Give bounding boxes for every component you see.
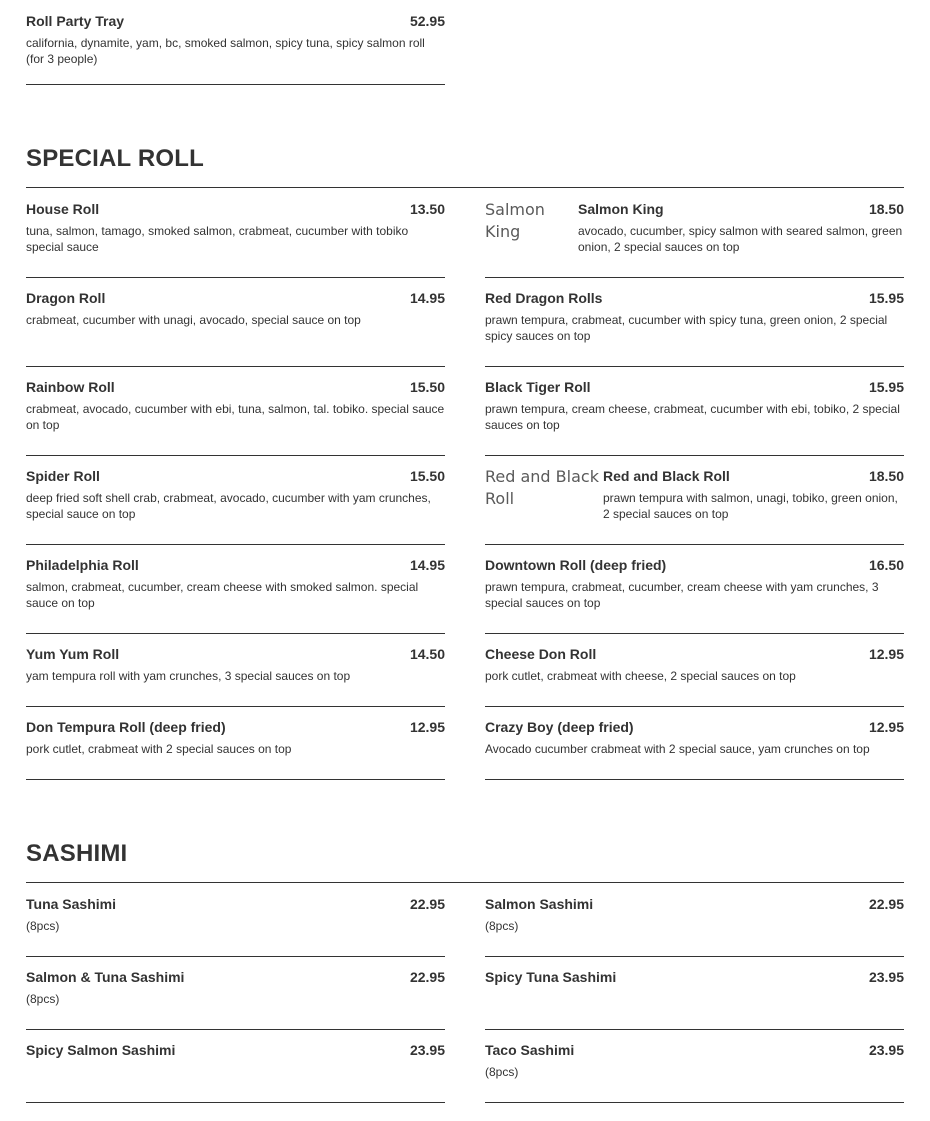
menu-item-image: Red and Black Roll [485, 467, 599, 508]
menu-item-header [603, 468, 904, 484]
menu-item-body [26, 290, 445, 366]
menu-item-body [578, 201, 904, 277]
menu-item-body [485, 969, 904, 1029]
menu-item-name: Red and Black Roll [603, 468, 730, 484]
menu-item-name: Tuna Sashimi [26, 896, 116, 912]
menu-item-price: 14.50 [409, 646, 445, 662]
menu-item-description: (8pcs) [485, 1065, 519, 1079]
menu-item-body [26, 13, 445, 84]
menu-item-price: 18.50 [868, 201, 904, 217]
menu-item-body [603, 468, 904, 544]
menu-item-header [26, 201, 445, 217]
menu-item-price: 14.95 [409, 557, 445, 573]
menu-item-crazy-boy[interactable] [485, 706, 904, 780]
menu-item-description: yam tempura roll with yam crunches, 3 special sauces on top [26, 669, 351, 683]
menu-item-name: House Roll [26, 201, 100, 217]
menu-item-price: 22.95 [868, 896, 904, 912]
menu-item-description: prawn tempura, crabmeat, cucumber, cream cheese with yam crunches, 3 special sauces on top [485, 580, 879, 610]
menu-item-description: crabmeat, cucumber with unagi, avocado, special sauce on top [26, 313, 361, 327]
menu-item-image: Salmon King [485, 200, 545, 241]
menu-item-name: Roll Party Tray [26, 13, 125, 29]
menu-item-description: tuna, salmon, tamago, smoked salmon, crabmeat, cucumber with tobiko special sauce [26, 224, 409, 254]
menu-item-description: prawn tempura with salmon, unagi, tobiko, green onion, 2 special sauces on top [603, 491, 898, 521]
menu-item-price: 15.50 [409, 379, 445, 395]
menu-item-price: 16.50 [868, 557, 904, 573]
menu-item-description: prawn tempura, crabmeat, cucumber with spicy tuna, green onion, 2 special spicy sauces on top [485, 313, 888, 343]
section-title-special-roll: SPECIAL ROLL [26, 145, 204, 172]
menu-item-price: 12.95 [868, 719, 904, 735]
special-roll-row [26, 706, 904, 780]
menu-item-name: Crazy Boy (deep fried) [485, 719, 634, 735]
menu-item-name: Philadelphia Roll [26, 557, 139, 573]
menu-item-name: Salmon & Tuna Sashimi [26, 969, 185, 985]
special-roll-row [26, 544, 904, 634]
menu-item-yum-yum-roll[interactable] [26, 633, 445, 707]
menu-item-dragon-roll[interactable] [26, 277, 445, 367]
menu-item-name: Don Tempura Roll (deep fried) [26, 719, 226, 735]
sashimi-row [26, 883, 904, 957]
special-roll-row [26, 188, 904, 278]
menu-item-body [26, 379, 445, 455]
menu-item-header [26, 13, 445, 29]
menu-item-description: (8pcs) [26, 992, 60, 1006]
menu-item-spicy-tuna-sashimi[interactable] [485, 956, 904, 1030]
menu-item-name: Spicy Tuna Sashimi [485, 969, 617, 985]
menu-item-salmon-king[interactable] [485, 188, 904, 278]
special-roll-row [26, 277, 904, 367]
menu-item-price: 23.95 [868, 1042, 904, 1058]
menu-item-price: 22.95 [409, 896, 445, 912]
menu-item-price: 23.95 [409, 1042, 445, 1058]
menu-item-description: crabmeat, avocado, cucumber with ebi, tuna, salmon, tal. tobiko. special sauce on top [26, 402, 445, 432]
menu-item-header [26, 379, 445, 395]
menu-item-house-roll[interactable] [26, 188, 445, 278]
menu-item-body [26, 557, 445, 633]
menu-item-header [485, 896, 904, 912]
menu-item-header [26, 1042, 445, 1058]
party-tray-row [26, 0, 904, 85]
menu-item-price: 12.95 [868, 646, 904, 662]
menu-item-price: 15.95 [868, 290, 904, 306]
menu-item-header [485, 557, 904, 573]
menu-item-downtown-roll[interactable] [485, 544, 904, 634]
menu-item-description: avocado, cucumber, spicy salmon with seared salmon, green onion, 2 special sauces on top [578, 224, 903, 254]
menu-item-body [485, 557, 904, 633]
menu-item-header [26, 719, 445, 735]
menu-item-price: 18.50 [868, 468, 904, 484]
menu-item-body [26, 646, 445, 706]
menu-item-name: Dragon Roll [26, 290, 106, 306]
menu-item-body [485, 290, 904, 366]
menu-item-price: 15.50 [409, 468, 445, 484]
menu-item-header [26, 896, 445, 912]
menu-item-body [485, 719, 904, 779]
menu-item-price: 22.95 [409, 969, 445, 985]
menu-item-name: Downtown Roll (deep fried) [485, 557, 667, 573]
menu-item-name: Salmon King [578, 201, 664, 217]
section-title-sashimi: SASHIMI [26, 840, 128, 867]
menu-item-body [26, 468, 445, 544]
menu-item-header [485, 646, 904, 662]
menu-item-price: 15.95 [868, 379, 904, 395]
menu-item-description: (8pcs) [485, 919, 519, 933]
menu-item-price: 14.95 [409, 290, 445, 306]
special-roll-row [26, 455, 904, 545]
menu-item-header [485, 719, 904, 735]
menu-item-price: 13.50 [409, 201, 445, 217]
menu-item-body [26, 719, 445, 779]
menu-item-name: Spider Roll [26, 468, 100, 484]
menu-item-description: california, dynamite, yam, bc, smoked salmon, spicy tuna, spicy salmon roll (for 3 people) [26, 36, 425, 66]
menu-item-description: (8pcs) [26, 919, 60, 933]
menu-item-spider-roll[interactable] [26, 455, 445, 545]
menu-item-header [485, 379, 904, 395]
menu-item-header [485, 290, 904, 306]
menu-item-body [485, 646, 904, 706]
menu-item-header [26, 468, 445, 484]
special-roll-row [26, 366, 904, 456]
menu-item-taco-sashimi[interactable] [485, 1029, 904, 1103]
special-roll-row [26, 633, 904, 707]
menu-item-don-tempura-roll[interactable] [26, 706, 445, 780]
menu-item-black-tiger-roll[interactable] [485, 366, 904, 456]
menu-item-header [26, 290, 445, 306]
menu-item-body [485, 1042, 904, 1102]
menu-item-party-tray[interactable] [26, 0, 445, 85]
menu-item-price: 12.95 [409, 719, 445, 735]
menu-item-salmon-tuna-sashimi[interactable] [26, 956, 445, 1030]
menu-item-price: 52.95 [409, 13, 445, 29]
menu-item-description: deep fried soft shell crab, crabmeat, avocado, cucumber with yam crunches, special sauce on top [26, 491, 431, 521]
menu-item-red-and-black-roll[interactable] [485, 455, 904, 545]
menu-item-name: Rainbow Roll [26, 379, 115, 395]
menu-item-name: Salmon Sashimi [485, 896, 594, 912]
menu-item-body [485, 379, 904, 455]
menu-item-name: Taco Sashimi [485, 1042, 575, 1058]
menu-item-header [26, 557, 445, 573]
sashimi-row [26, 956, 904, 1030]
menu-item-philadelphia-roll[interactable] [26, 544, 445, 634]
menu-item-header [578, 201, 904, 217]
menu-item-rainbow-roll[interactable] [26, 366, 445, 456]
menu-item-tuna-sashimi[interactable] [26, 883, 445, 957]
menu-item-description: prawn tempura, cream cheese, crabmeat, cucumber with ebi, tobiko, 2 special sauces on top [485, 402, 900, 432]
menu-item-body [26, 969, 445, 1029]
menu-item-header [26, 646, 445, 662]
menu-item-name: Yum Yum Roll [26, 646, 120, 662]
menu-item-salmon-sashimi[interactable] [485, 883, 904, 957]
menu-item-cheese-don-roll[interactable] [485, 633, 904, 707]
menu-item-name: Red Dragon Rolls [485, 290, 603, 306]
menu-item-body [26, 1042, 445, 1102]
menu-item-header [485, 969, 904, 985]
menu-item-name: Cheese Don Roll [485, 646, 597, 662]
menu-item-header [26, 969, 445, 985]
menu-item-body [26, 896, 445, 956]
menu-item-body [485, 896, 904, 956]
menu-item-description: pork cutlet, crabmeat with 2 special sauces on top [26, 742, 292, 756]
menu-item-price: 23.95 [868, 969, 904, 985]
menu-item-description: pork cutlet, crabmeat with cheese, 2 special sauces on top [485, 669, 796, 683]
menu-item-header [485, 1042, 904, 1058]
menu-item-name: Spicy Salmon Sashimi [26, 1042, 176, 1058]
menu-item-name: Black Tiger Roll [485, 379, 591, 395]
menu-item-description: salmon, crabmeat, cucumber, cream cheese with smoked salmon. special sauce on top [26, 580, 419, 610]
menu-item-body [26, 201, 445, 277]
menu-item-description: Avocado cucumber crabmeat with 2 special sauce, yam crunches on top [485, 742, 870, 756]
sashimi-row [26, 1029, 904, 1103]
menu-item-red-dragon-rolls[interactable] [485, 277, 904, 367]
menu-item-spicy-salmon-sashimi[interactable] [26, 1029, 445, 1103]
